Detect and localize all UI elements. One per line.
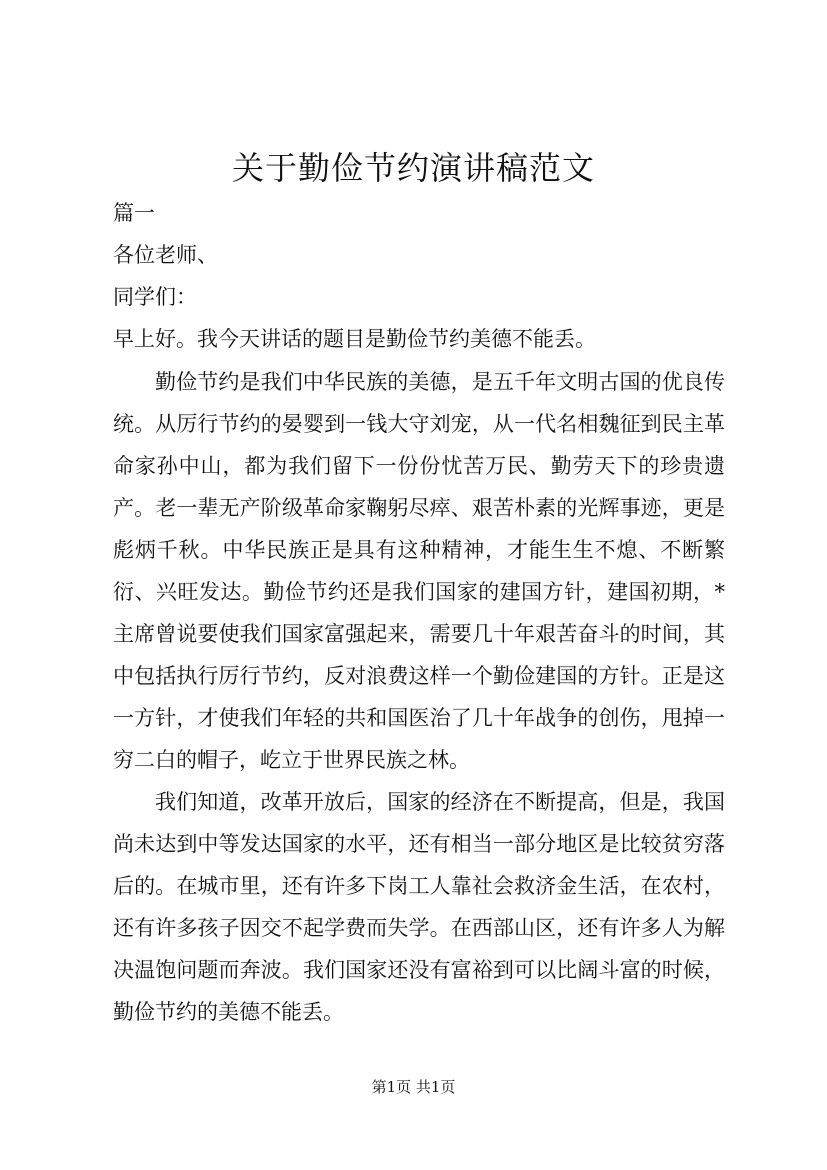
section-label: 篇一 bbox=[113, 201, 155, 225]
page-footer: 第1页 共1页 bbox=[371, 1078, 456, 1096]
paragraph-economy: 我们知道，改革开放后，国家的经济在不断提高，但是，我国尚未达到中等发达国家的水平，还有相当一部分地区是比较贫穷落后的。在城市里，还有许多下岗工人靠社会救济金生活，在农村，还有许多孩子因交不起学费而失学。在西部山区，还有许多人为解决温饱问题而奔波。我们国家还没有富裕到可以比阔斗富的时候，勤俭节约的美德不能丢。 bbox=[113, 790, 725, 1024]
document-title: 关于勤俭节约演讲稿范文 bbox=[231, 149, 595, 187]
opening-line: 早上好。我今天讲话的题目是勤俭节约美德不能丢。 bbox=[113, 327, 596, 351]
greeting-line-students: 同学们： bbox=[113, 285, 197, 309]
paragraph-tradition: 勤俭节约是我们中华民族的美德，是五千年文明古国的优良传统。从厉行节约的晏婴到一钱大守刘宠，从一代名相魏征到民主革命家孙中山，都为我们留下一份份忧苦万民、勤劳天下的珍贵遗产。老一辈无产阶级革命家鞠躬尽瘁、艰苦朴素的光辉事迹，更是彪炳千秋。中华民族正是具有这种精神，才能生生不熄、不断繁衍、兴旺发达。勤俭节约还是我们国家的建国方针，建国初期，*主席曾说要使我们国家富强起来，需要几十年艰苦奋斗的时间，其中包括执行厉行节约，反对浪费这样一个勤俭建国的方针。正是这一方针，才使我们年轻的共和国医治了几十年战争的创伤，甩掉一穷二白的帽子，屹立于世界民族之林。 bbox=[113, 370, 725, 772]
greeting-line-teachers: 各位老师、 bbox=[113, 243, 218, 267]
